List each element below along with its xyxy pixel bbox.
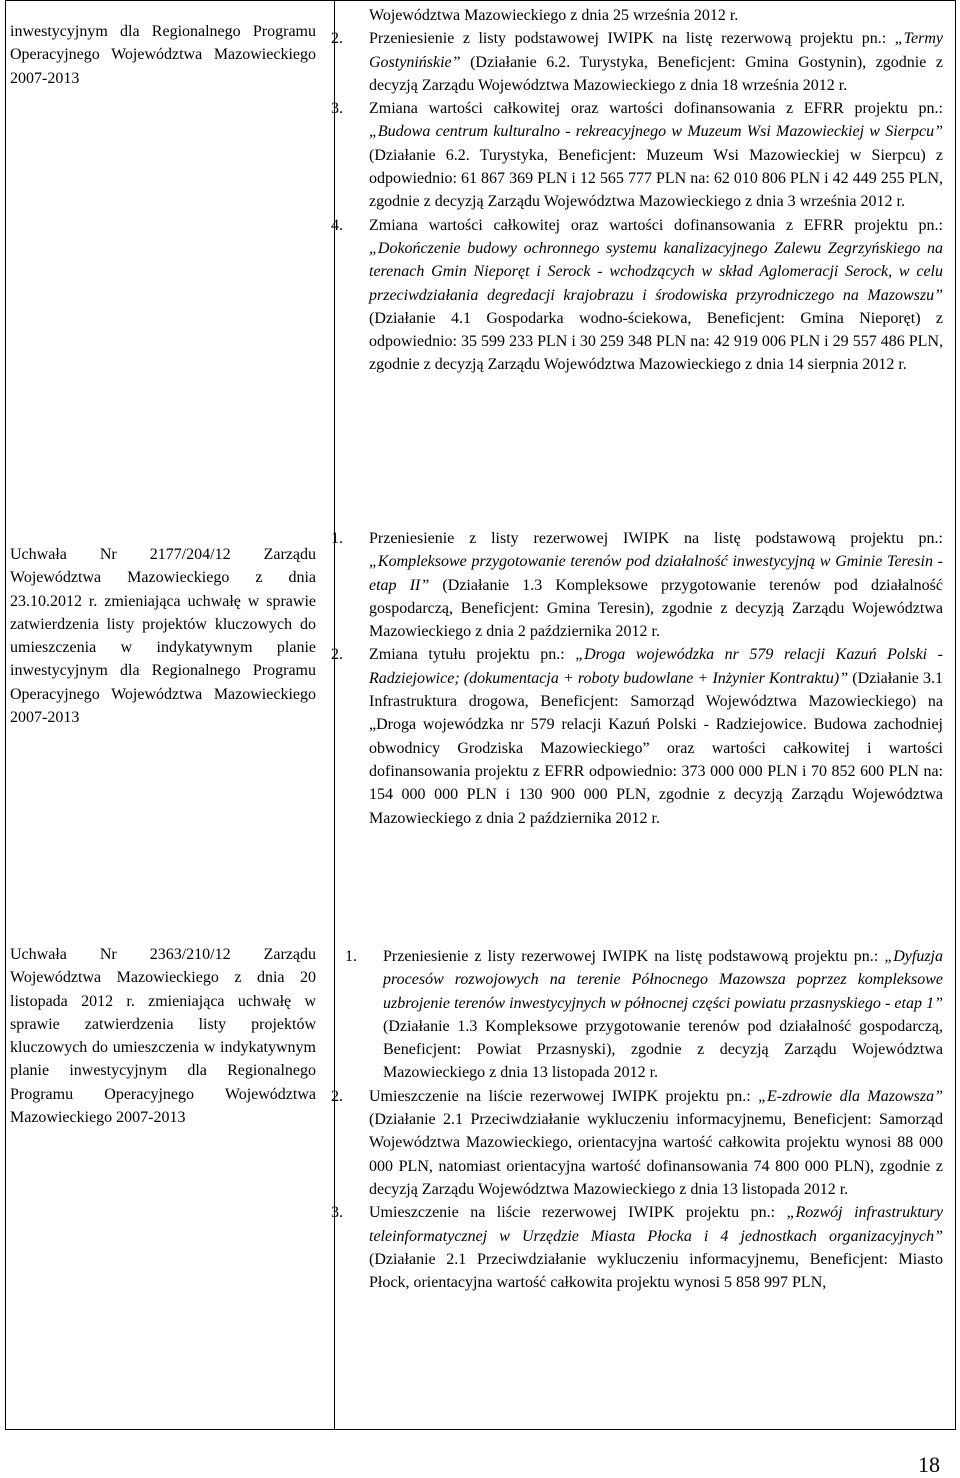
continuation-text: Województwa Mazowieckiego z dnia 25 września 2012 r. (369, 7, 739, 24)
item-number: 2. (331, 1087, 343, 1105)
item-number: 2. (331, 646, 343, 664)
list-item: 2. Zmiana tytułu projektu pn.: „Droga wojewódzka nr 579 relacji Kazuń Polski - Radziejowice; (dokumentacja + roboty budowlane + Inżynier Kontraktu)” (Działanie 3.1 Infrastruktura drogowa, Beneficjent: Samorząd Województwa Mazowieckiego) na „Droga wojewódzka nr 579 relacji Kazuń Polski - Radziejowice. Budowa zachodniej obwodnicy Grodziska Mazowieckiego” oraz wartości całkowitej i wartości dofinansowania projektu z EFRR odpowiednio: 373 000 000 PLN i 70 852 600 PLN na: 154 000 000 PLN i 130 900 000 PLN, zgodnie z decyzją Zarządu Województwa Mazowieckiego z dnia 2 października 2012 r. (331, 643, 943, 829)
list-item: 3. Umieszczenie na liście rezerwowej IWIPK projektu pn.: „Rozwój infrastruktury teleinformatycznej w Urzędzie Miasta Płocka i 4 jednostkach organizacyjnych” (Działanie 2.1 Przeciwdziałanie wykluczeniu informacyjnemu, Beneficjent: Miasto Płock, orientacyjna wartość całkowita projektu wynosi 5 858 997 PLN, (331, 1201, 943, 1294)
left-block-3: Uchwała Nr 2363/210/12 Zarządu Województwa Mazowieckiego z dnia 20 listopada 2012 r. zmieniająca uchwałę w sprawie zatwierdzenia listy projektów kluczowych do umieszczenia w indykatywnym planie inwestycyjnym dla Regionalnego Programu Operacyjnego Województwa Mazowieckiego 2007-2013 (10, 946, 316, 1127)
left-block-1: inwestycyjnym dla Regionalnego Programu Operacyjnego Województwa Mazowieckiego 2007-2013 (10, 23, 316, 87)
right-section-3 (331, 945, 943, 1294)
item-number: 1. (331, 530, 343, 547)
list-item: 1. Przeniesienie z listy rezerwowej IWIPK na listę podstawową projektu pn.: „Kompleksowe przygotowanie terenów pod działalność inwestycyjną w Gminie Teresin - etap II” (Działanie 1.3 Kompleksowe przygotowanie terenów pod działalność gospodarczą, Beneficjent: Gmina Teresin), zgodnie z decyzją Zarządu Województwa Mazowieckiego z dnia 2 października 2012 r. (331, 527, 943, 643)
item-number: 3. (331, 1204, 343, 1222)
list-item: 2. Umieszczenie na liście rezerwowej IWIPK projektu pn.: „E-zdrowie dla Mazowsza” (Działanie 2.1 Przeciwdziałanie wykluczeniu informacyjnemu, Beneficjent: Samorząd Województwa Mazowieckiego, orientacyjna wartość całkowita projektu wynosi 88 000 000 PLN, natomiast orientacyjna wartość dofinansowania 74 800 000 PLN), zgodnie z decyzją Zarządu Województwa Mazowieckiego z dnia 13 listopada 2012 r. (331, 1085, 943, 1201)
item-number: 2. (331, 30, 343, 48)
right-section-2 (331, 527, 943, 830)
list-item: 2. Przeniesienie z listy podstawowej IWIPK na listę rezerwową projektu pn.: „Termy Gostynińskie” (Działanie 6.2. Turystyka, Beneficjent: Gmina Gostynin), zgodnie z decyzją Zarządu Województwa Mazowieckiego z dnia 18 września 2012 r. (331, 27, 943, 97)
page-number: 18 (918, 1452, 940, 1477)
list-item: 3. Zmiana wartości całkowitej oraz wartości dofinansowania z EFRR projektu pn.: „Budowa centrum kulturalno - rekreacyjnego w Muzeum Wsi Mazowieckiej w Sierpcu” (Działanie 6.2. Turystyka, Beneficjent: Muzeum Wsi Mazowieckiej w Sierpcu) z odpowiednio: 61 867 369 PLN i 12 565 777 PLN na: 62 010 806 PLN i 42 449 255 PLN, zgodnie z decyzją Zarządu Województwa Mazowieckiego z dnia 3 września 2012 r. (331, 97, 943, 213)
list-item: 4. Zmiana wartości całkowitej oraz wartości dofinansowania z EFRR projektu pn.: „Dokończenie budowy ochronnego systemu kanalizacyjnego Zalewu Zegrzyńskiego na terenach Gmin Nieporęt i Serock - wchodzących w skład Aglomeracji Serock, w celu przeciwdziałania degredacji krajobrazu i środowiska przyrodniczego na Mazowszu” (Działanie 4.1 Gospodarka wodno-ściekowa, Beneficjent: Gmina Nieporęt) z odpowiednio: 35 599 233 PLN i 30 259 348 PLN na: 42 919 006 PLN i 29 557 486 PLN, zgodnie z decyzją Zarządu Województwa Mazowieckiego z dnia 14 sierpnia 2012 r. (331, 214, 943, 377)
item-number: 3. (331, 100, 343, 118)
item-number: 4. (331, 216, 343, 234)
right-section-1 (331, 4, 943, 377)
item-number: 1. (345, 948, 357, 965)
list-item: 1. Przeniesienie z listy rezerwowej IWIPK na listę podstawową projektu pn.: „Dyfuzja procesów rozwojowych na terenie Północnego Mazowsza poprzez kompleksowe uzbrojenie terenów inwestycyjnych w północnej części powiatu przasnyskiego - etap 1” (Działanie 1.3 Kompleksowe przygotowanie terenów pod działalność gospodarczą, Beneficjent: Powiat Przasnyski), zgodnie z decyzją Zarządu Województwa Mazowieckiego z dnia 13 listopada 2012 r. (331, 945, 943, 1085)
left-block-2: Uchwała Nr 2177/204/12 Zarządu Województwa Mazowieckiego z dnia 23.10.2012 r. zmieniająca uchwałę w sprawie zatwierdzenia listy projektów kluczowych do umieszczenia w indykatywnym planie inwestycyjnym dla Regionalnego Programu Operacyjnego Województwa Mazowieckiego 2007-2013 (10, 546, 316, 727)
